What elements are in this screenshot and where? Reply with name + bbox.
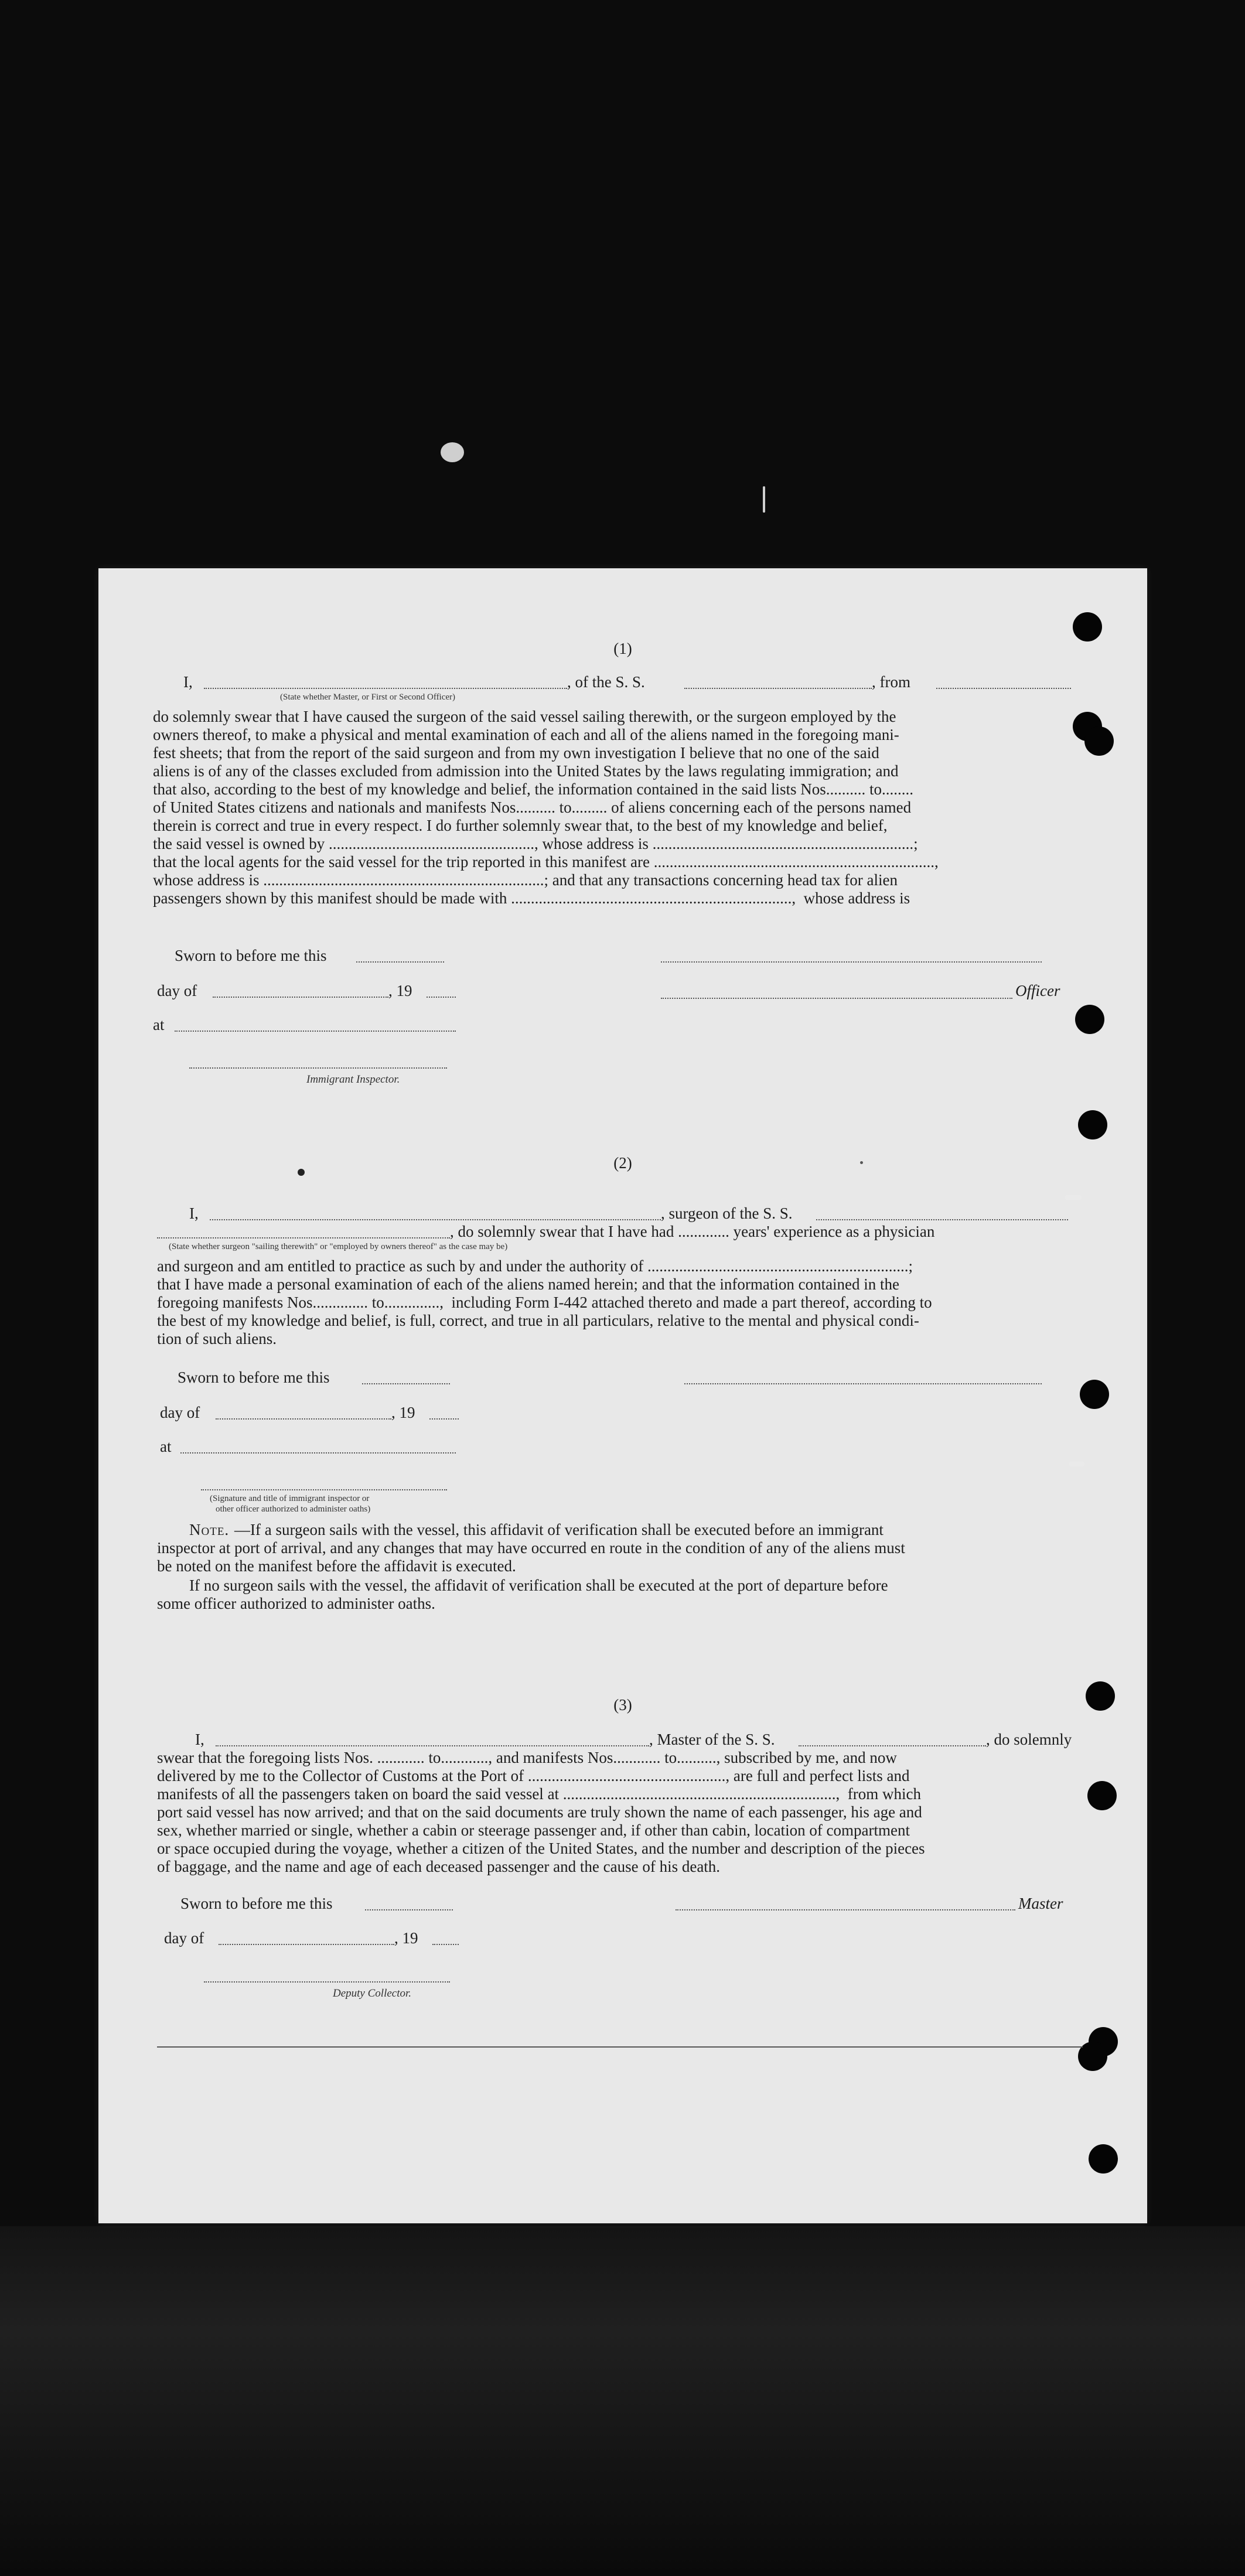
- section-2-note: (State whether surgeon "sailing therewith" or "employed by owners thereof" as the case may be): [169, 1242, 508, 1251]
- punch-hole: [1089, 2144, 1118, 2174]
- section-1-line: therein is correct and true in every respect. I do further solemnly swear that, to the best of my knowledge and belief,: [153, 817, 888, 834]
- note-line: If no surgeon sails with the vessel, the affidavit of verification shall be executed at the port of departure before: [189, 1577, 888, 1594]
- collector-blank: [204, 1981, 450, 1983]
- section-2-line: tion of such aliens.: [157, 1330, 277, 1347]
- section-2-line: the best of my knowledge and belief, is full, correct, and true in all particulars, relative to the mental and physical condi-: [157, 1312, 919, 1329]
- section-1-i: I,: [183, 673, 193, 691]
- year-label: , 19: [391, 1404, 415, 1421]
- section-1-line: aliens is of any of the classes excluded from admission into the United States by the laws regulating immigration; and: [153, 762, 899, 780]
- inspector-blank: [189, 1067, 447, 1069]
- ship-blank: [684, 688, 872, 689]
- section-1-line: of United States citizens and nationals and manifests Nos.......... to......... of aliens concerning each of the persons named: [153, 799, 912, 816]
- note-line: some officer authorized to administer oaths.: [157, 1595, 435, 1612]
- ink-spot: [860, 1161, 863, 1164]
- section-3-number: (3): [613, 1696, 632, 1714]
- section-2-line: and surgeon and am entitled to practice as such by and under the authority of ..................................................................;: [157, 1257, 913, 1275]
- day-of-label: day of: [157, 982, 197, 999]
- note-line: —If a surgeon sails with the vessel, this affidavit of verification shall be executed before an immigrant: [234, 1521, 884, 1538]
- at-label: at: [153, 1016, 165, 1033]
- at-blank: [180, 1452, 456, 1454]
- section-1-note: (State whether Master, or First or Second Officer): [280, 692, 456, 702]
- punch-hole: [1084, 726, 1114, 756]
- master-blank: [676, 1909, 1015, 1910]
- day-blank: [216, 1418, 391, 1420]
- sworn-blank: [356, 961, 444, 963]
- section-3-line: port said vessel has now arrived; and that on the said documents are truly shown the name of each passenger, his age and: [157, 1803, 922, 1821]
- inspector-blank: [201, 1489, 447, 1490]
- punch-hole: [1087, 1781, 1117, 1810]
- sworn-blank: [365, 1909, 453, 1910]
- note-label: Note.: [189, 1521, 230, 1538]
- master-label: Master: [1018, 1895, 1063, 1912]
- day-of-label: day of: [160, 1404, 200, 1421]
- ink-spot: [298, 1169, 305, 1176]
- section-1-line: owners thereof, to make a physical and mental examination of each and all of the aliens named in the foregoing mani-: [153, 726, 899, 743]
- film-speck: [763, 486, 765, 513]
- section-1-line: passengers shown by this manifest should be made with ......................................................................., whose address is: [153, 889, 910, 907]
- section-1-from: , from: [872, 673, 910, 691]
- from-blank: [936, 688, 1071, 689]
- year-label: , 19: [388, 982, 412, 999]
- note-line: inspector at port of arrival, and any changes that may have occurred en route in the condition of any of the aliens must: [157, 1539, 905, 1557]
- section-1-number: (1): [613, 640, 632, 657]
- sworn-blank: [362, 1383, 450, 1384]
- capacity-blank: [157, 1237, 450, 1238]
- manifest-verification-page: [98, 568, 1147, 2223]
- punch-hole: [1073, 612, 1102, 642]
- film-frame-bottom: [0, 2226, 1245, 2576]
- section-1-line: that also, according to the best of my knowledge and belief, the information contained in the said lists Nos.......... to........: [153, 780, 913, 798]
- day-blank: [213, 997, 388, 998]
- inspector-label: Immigrant Inspector.: [306, 1073, 400, 1086]
- sworn-label: Sworn to before me this: [178, 1369, 330, 1386]
- section-1-line: fest sheets; that from the report of the said surgeon and from my own investigation I believe that no one of the said: [153, 744, 879, 762]
- day-blank: [219, 1944, 394, 1945]
- signature-blank: [661, 961, 1042, 963]
- sig-note: other officer authorized to administer oaths): [216, 1504, 371, 1514]
- bottom-rule: [157, 2046, 1083, 2048]
- section-1-line: the said vessel is owned by ...................................................., whose address is ..................................................................;: [153, 835, 918, 852]
- section-3-line: delivered by me to the Collector of Customs at the Port of .................................................., are full and perfect lists and: [157, 1767, 910, 1785]
- at-blank: [175, 1031, 456, 1032]
- signature-blank: [684, 1383, 1042, 1384]
- film-speck: [441, 442, 464, 462]
- section-3-line: manifests of all the passengers taken on board the said vessel at ....................................................................., from which: [157, 1785, 922, 1803]
- film-speck: [1065, 1195, 1082, 1200]
- officer-label: Officer: [1015, 982, 1060, 999]
- year-blank: [429, 1418, 459, 1420]
- officer-blank: [661, 998, 1012, 999]
- section-3-line: or space occupied during the voyage, whether a citizen of the United States, and the number and description of the pieces: [157, 1840, 925, 1857]
- section-3-line: of baggage, and the name and age of each deceased passenger and the cause of his death.: [157, 1858, 721, 1875]
- section-1-line: do solemnly swear that I have caused the surgeon of the said vessel sailing therewith, or the surgeon employed by the: [153, 708, 896, 725]
- section-3-master: , Master of the S. S.: [649, 1731, 775, 1748]
- film-speck: [1069, 1462, 1084, 1466]
- day-of-label: day of: [164, 1929, 204, 1947]
- note-line: be noted on the manifest before the affidavit is executed.: [157, 1557, 516, 1575]
- section-2-swear: , do solemnly swear that I have had ............. years' experience as a physician: [450, 1223, 935, 1240]
- punch-hole: [1078, 1110, 1107, 1139]
- punch-hole: [1080, 1380, 1109, 1409]
- section-2-number: (2): [613, 1154, 632, 1172]
- section-1-line: whose address is .......................................................................; and that any transactions concerning head tax for alien: [153, 871, 898, 889]
- section-1-line: that the local agents for the said vessel for the trip reported in this manifest are .......................................................................,: [153, 853, 939, 871]
- section-1-ss: , of the S. S.: [567, 673, 645, 691]
- ship-blank: [799, 1745, 986, 1746]
- section-2-line: that I have made a personal examination of each of the aliens named herein; and that the information contained in the: [157, 1275, 900, 1293]
- year-blank: [432, 1944, 459, 1945]
- sworn-label: Sworn to before me this: [180, 1895, 333, 1912]
- section-2-line: foregoing manifests Nos.............. to.............., including Form I-442 attached thereto and made a part thereof, according to: [157, 1294, 932, 1311]
- ship-blank: [816, 1219, 1068, 1220]
- section-3-line: swear that the foregoing lists Nos. ............ to............, and manifests Nos............ to.........., subscribed by me, and now: [157, 1749, 897, 1766]
- year-blank: [427, 997, 456, 998]
- section-3-i: I,: [195, 1731, 204, 1748]
- name-blank: [210, 1219, 661, 1220]
- name-blank: [204, 688, 567, 689]
- at-label: at: [160, 1438, 172, 1455]
- collector-label: Deputy Collector.: [333, 1987, 412, 2000]
- year-label: , 19: [394, 1929, 418, 1947]
- name-blank: [216, 1745, 649, 1746]
- section-2-surgeon: , surgeon of the S. S.: [661, 1205, 793, 1222]
- punch-hole: [1075, 1005, 1104, 1034]
- section-3-line: sex, whether married or single, whether a cabin or steerage passenger and, if other than cabin, location of compartment: [157, 1821, 910, 1839]
- sig-note: (Signature and title of immigrant inspector or: [210, 1494, 370, 1503]
- sworn-label: Sworn to before me this: [175, 947, 327, 964]
- section-3-swear: , do solemnly: [986, 1731, 1072, 1748]
- section-2-i: I,: [189, 1205, 199, 1222]
